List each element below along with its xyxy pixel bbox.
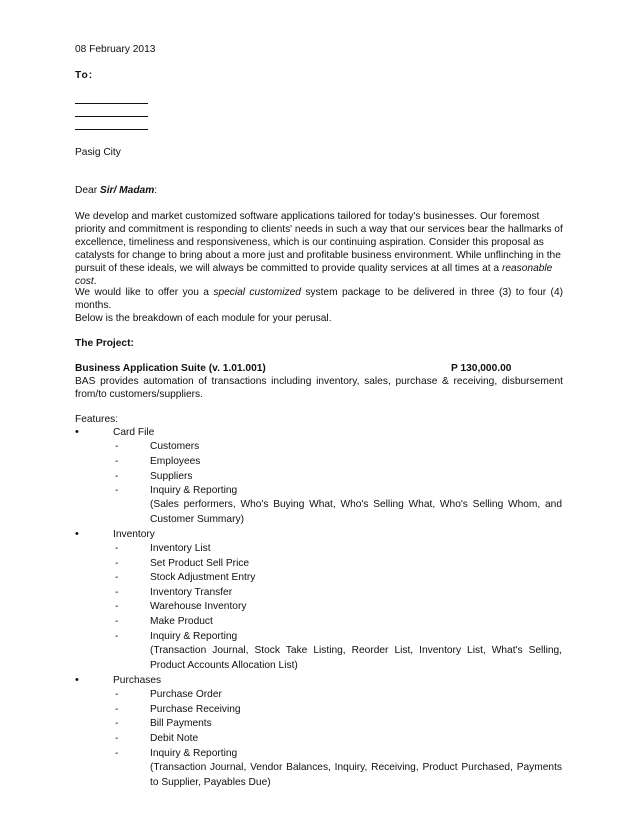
dash: -	[115, 733, 119, 744]
module-item: Employees	[150, 456, 201, 467]
dash: -	[115, 441, 119, 452]
bullet-purchases: •	[75, 674, 79, 686]
recipient-company-line	[75, 129, 148, 130]
salutation-suffix: :	[154, 185, 158, 196]
offer-line-1	[75, 286, 563, 312]
product-name: Business Application Suite (v. 1.01.001)	[75, 363, 266, 374]
dash: -	[115, 616, 119, 627]
salutation	[75, 184, 157, 197]
recipient-label: To:	[75, 70, 94, 81]
module-item: Inventory Transfer	[150, 587, 233, 598]
product-price: P 130,000.00	[451, 363, 512, 374]
offer-before: We would like to offer you a	[75, 287, 214, 298]
dash: -	[115, 558, 119, 569]
module-item: Inquiry & Reporting	[150, 631, 238, 642]
letter-date: 08 February 2013	[75, 44, 156, 55]
offer-line-2: Below is the breakdown of each module for your perusal.	[75, 313, 332, 324]
intro-end: .	[93, 276, 97, 287]
module-item: Warehouse Inventory	[150, 601, 247, 612]
dash: -	[115, 485, 119, 496]
salutation-prefix: Dear	[75, 185, 100, 196]
module-inventory: Inventory	[113, 529, 155, 540]
dash: -	[115, 631, 119, 642]
intro-text: We develop and market customized software applications tailored for today's businesses. Our foremost priority and commitment is responding to clients' needs in such a way that our services bear the hallmarks of excellence, timeliness and responsiveness, which is our continuing aspiration. Consider this proposal as catalysts for change to bring about a more just and profitable business environment. While unflinching in the pursuit of these ideals, we will always be committed to provide quality services at all times at a	[75, 211, 563, 274]
project-heading: The Project:	[75, 338, 134, 349]
intro-paragraph	[75, 210, 563, 288]
dash: -	[115, 587, 119, 598]
module-item: Debit Note	[150, 733, 199, 744]
module-item: Make Product	[150, 616, 213, 627]
offer-after: system package to be delivered in three (3) to four (4) months.	[75, 287, 564, 311]
recipient-city: Pasig City	[75, 147, 121, 158]
module-report-note: (Sales performers, Who's Buying What, Who's Selling What, Who's Selling Whom, and Customer Summary)	[150, 499, 562, 525]
features-label: Features:	[75, 414, 119, 425]
module-report-note: (Transaction Journal, Vendor Balances, Inquiry, Receiving, Product Purchased, Payments to Supplier, Payables Due)	[150, 762, 562, 788]
intro-emphasis: reasonable cost	[75, 263, 553, 287]
offer-emphasis: special customized	[213, 287, 301, 298]
module-item: Stock Adjustment Entry	[150, 572, 256, 583]
dash: -	[115, 543, 119, 554]
dash: -	[115, 456, 119, 467]
bullet-inventory: •	[75, 528, 79, 540]
dash: -	[115, 601, 119, 612]
module-item: Inquiry & Reporting	[150, 748, 238, 759]
bullet-card-file: •	[75, 426, 79, 438]
dash: -	[115, 572, 119, 583]
module-item: Purchase Order	[150, 689, 222, 700]
module-item: Customers	[150, 441, 200, 452]
module-item: Suppliers	[150, 471, 193, 482]
module-report-note: (Transaction Journal, Stock Take Listing, Reorder List, Inventory List, What's Selling, Product Accounts Allocation List)	[150, 645, 562, 671]
module-item: Purchase Receiving	[150, 704, 241, 715]
salutation-name: Sir/ Madam	[99, 185, 155, 196]
module-item: Bill Payments	[150, 718, 212, 729]
module-purchases: Purchases	[113, 675, 162, 686]
product-description: BAS provides automation of transactions including inventory, sales, purchase & receiving, disbursement from/to customers/suppliers.	[75, 376, 563, 400]
dash: -	[115, 704, 119, 715]
recipient-name-line	[75, 103, 148, 104]
recipient-title-line	[75, 116, 148, 117]
dash: -	[115, 748, 119, 759]
module-card-file: Card File	[113, 427, 155, 438]
module-item: Inquiry & Reporting	[150, 485, 238, 496]
module-item: Inventory List	[150, 543, 211, 554]
offer-paragraph	[75, 286, 563, 325]
module-item: Set Product Sell Price	[150, 558, 250, 569]
dash: -	[115, 471, 119, 482]
dash: -	[115, 718, 119, 729]
dash: -	[115, 689, 119, 700]
